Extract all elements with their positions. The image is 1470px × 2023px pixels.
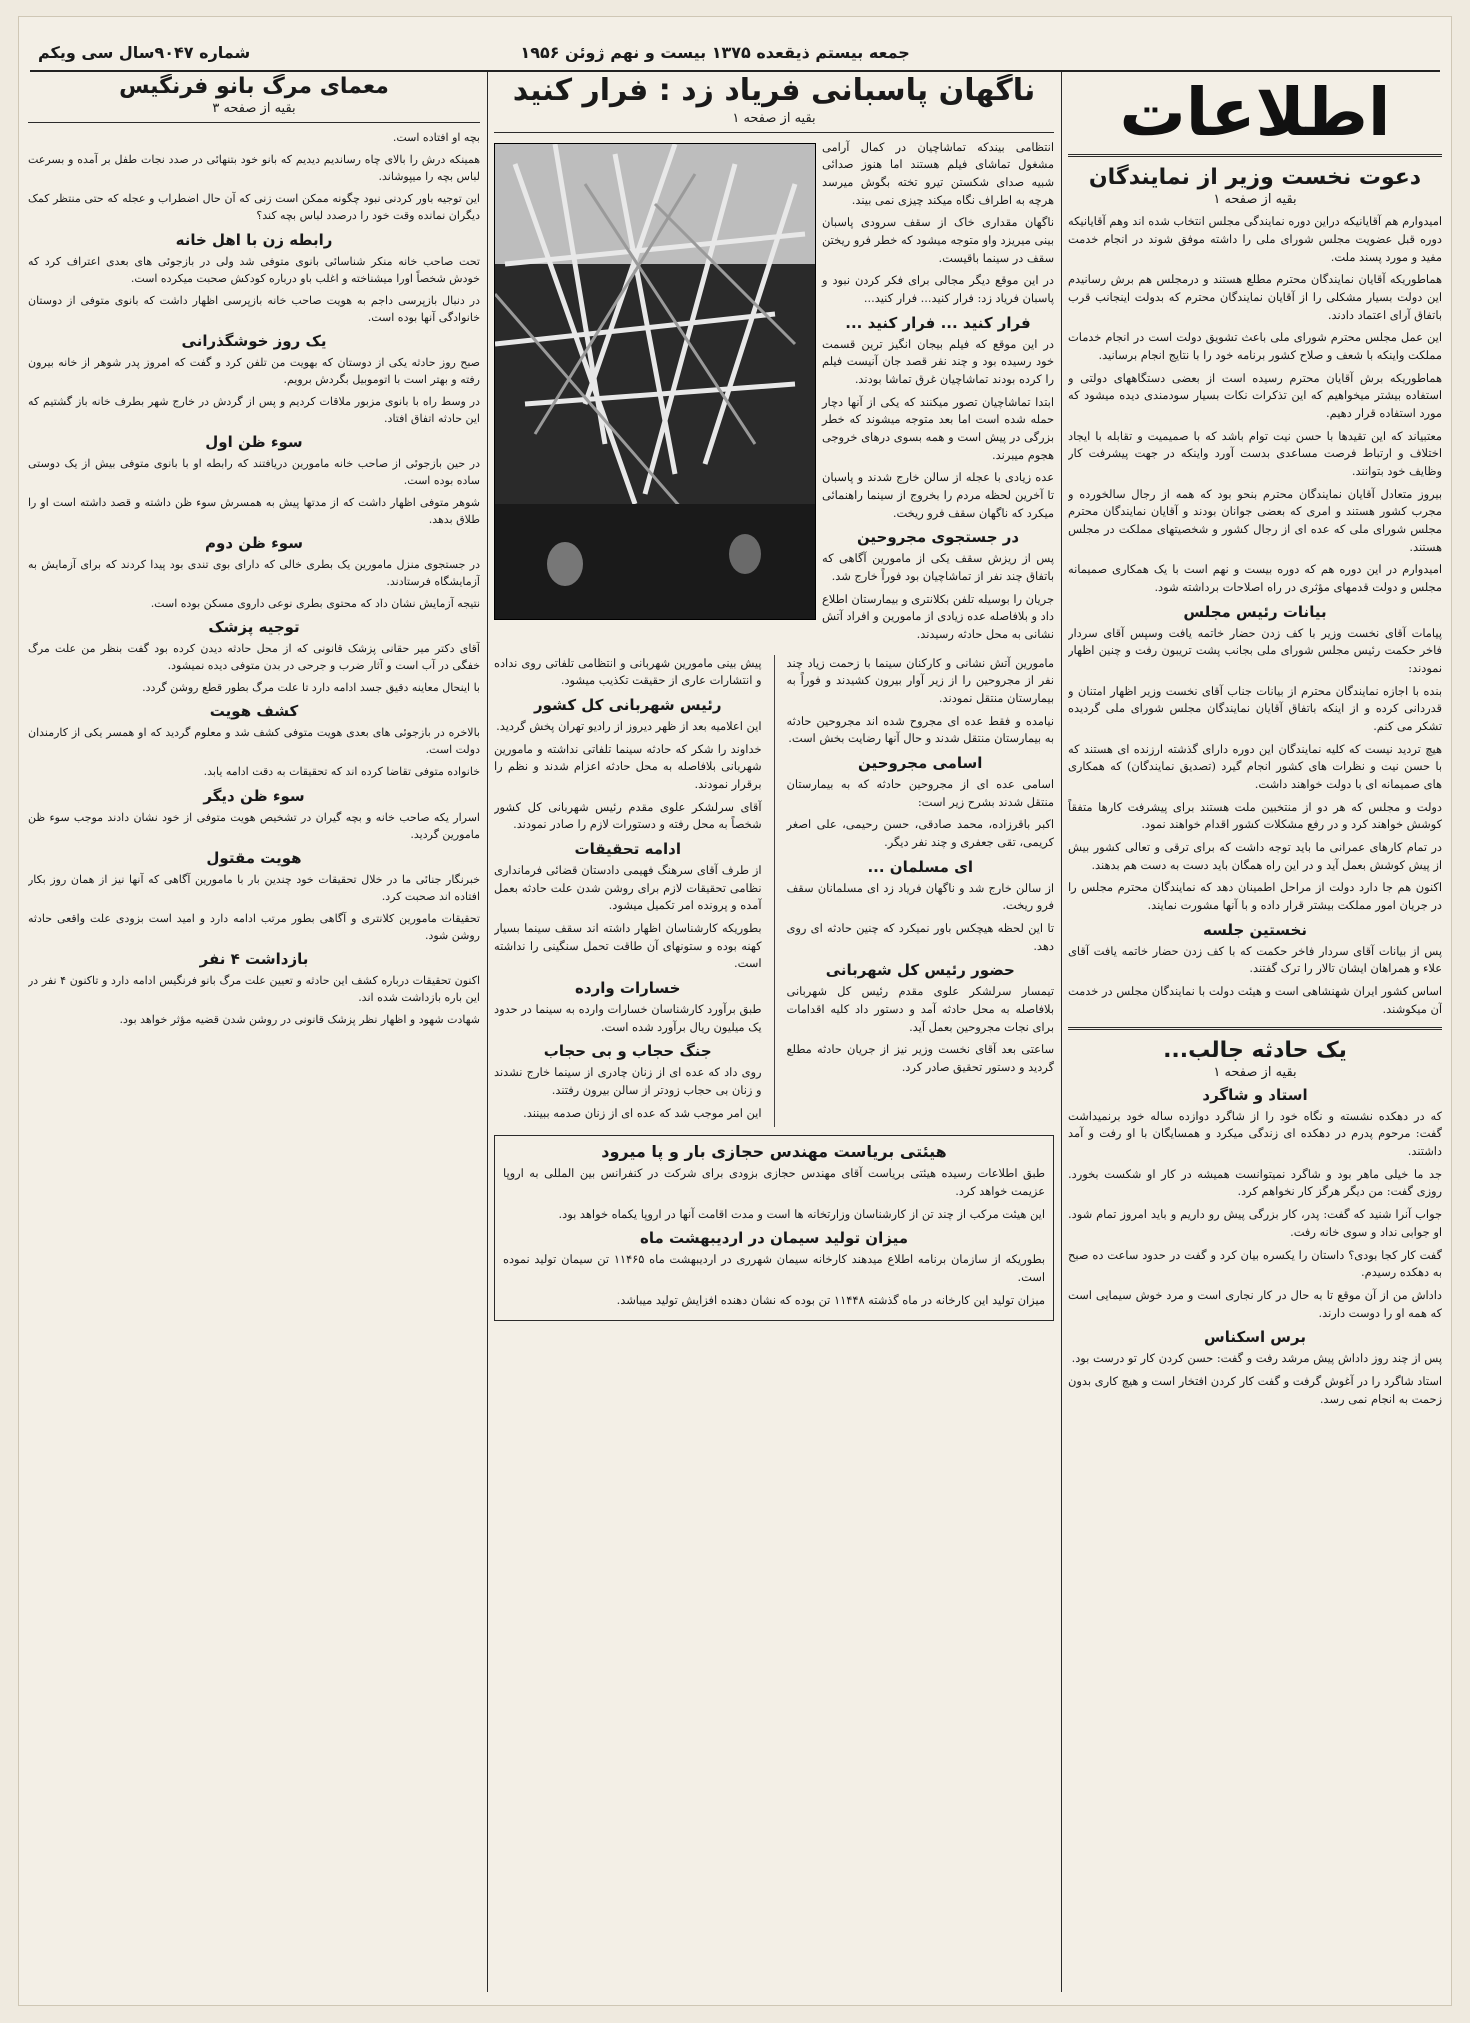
paragraph: پیش بینی مامورین شهربانی و انتظامی تلفاتی روی نداده و انتشارات عاری از حقیقت تکذیب میشود. <box>494 655 762 688</box>
continued-note: بقیه از صفحه ۱ <box>1213 192 1297 208</box>
paragraph: این عمل مجلس محترم شورای ملی باعث تشویق دولت است در انجام خدمات مملکت واینکه با شعف و صلاح کشور برنامه خود را با نتایج انجام برسانید. <box>1068 330 1442 362</box>
paragraph: تیمسار سرلشکر علوی مقدم رئیس کل شهربانی بلافاصله به محل حادثه آمد و دستور داد کلیه اقدامات برای نجات مجروحین بعمل آید. <box>786 984 1054 1034</box>
paragraph: تحقیقات مامورین کلانتری و آگاهی بطور مرتب ادامه دارد و امید است بزودی علت واقعی حادثه روشن شود. <box>28 911 480 942</box>
paragraph: در این موقع که فیلم بیجان انگیز ترین قسمت خود رسیده بود و چند نفر قصد جان آنیست فیلم را کرده بودند تماشاچیان غرق تماشا بودند. <box>822 336 1054 386</box>
paragraph: اسامی عده ای از مجروحین حادثه که به بیمارستان منتقل شدند بشرح زیر است: <box>786 776 1054 809</box>
subheading: نخستین جلسه <box>1203 920 1307 939</box>
paragraph: همینکه درش را بالای چاه رساندیم دیدیم که بانو خود بتنهائی در صدد نجات طفل بر آمده و بسرعت لباس بچه را میپوشاند. <box>28 153 480 184</box>
paragraph: انتظامی بیندکه تماشاچیان در کمال آرامی مشغول تماشای فیلم هستند اما هنوز صدائی شبیه صدای شکستن تیرو تخته بگوش میرسد هرچه به اطراف نگاه میکند چیزی نمی بیند. <box>822 139 1054 207</box>
continued-note: بقیه از صفحه ۳ <box>212 101 296 117</box>
sub-column-right <box>787 655 1055 1128</box>
paragraph: گفت کار کجا بودی؟ داستان را یکسره بیان کرد و گفت در حدود ساعت ده صبح به دهکده رسیدم. <box>1068 1247 1442 1280</box>
paragraph: تا این لحظه هیچکس باور نمیکرد که چنین حادثه ای روی دهد. <box>786 921 1054 953</box>
paragraph: اکبر باقرزاده، محمد صادقی، حسن رحیمی، علی اصغر کریمی، تقی جعفری و چند نفر دیگر. <box>786 817 1054 849</box>
subheading: میزان تولید سیمان در اردیبهشت ماه <box>639 1229 908 1248</box>
subheading: هویت مقتول <box>206 848 302 867</box>
paragraph: پس از چند روز داداش پیش مرشد رفت و گفت: حسن کردن کار تو درست بود. <box>1071 1351 1442 1366</box>
paragraph: بالاخره در بازجوئی های بعدی هویت متوفی کشف شد و معلوم گردید که او همسر یکی از کارمندان دولت است. <box>28 726 480 757</box>
paragraph: پس از بیانات آقای سردار فاخر حکمت که با کف زدن حضار خاتمه یافت آقای علاء و همراهان ایشان تالار را ترک گفتند. <box>1068 943 1442 976</box>
paragraph: در جستجوی منزل مامورین یک بطری خالی که دارای بوی تندی بود پیدا کردند که برای آزمایش به آزمایشگاه فرستادند. <box>28 558 480 589</box>
paragraph: بچه او افتاده است. <box>392 131 480 145</box>
photo-section <box>494 139 1054 649</box>
collapsed-roof-photo <box>494 143 816 620</box>
paragraph: اساس کشور ایران شهنشاهی است و هیئت دولت با نمایندگان مجلس در خدمت آن میکوشند. <box>1068 984 1442 1016</box>
article-headline: معمای مرگ بانو فرنگیس <box>119 74 389 99</box>
paragraph: امیدوارم در این دوره هم که دوره بیست و نهم است با یک همکاری صمیمانه مجلس و دولت قدمهای مؤثری در راه اصلاحات برداشته شود. <box>1068 562 1442 595</box>
paragraph: این توجیه باور کردنی نبود چگونه ممکن است زنی که آن حال اضطراب و عجله که حتی منتظر کمک دیگران نمانده وقت خود را درصدد لباس بچه کند؟ <box>28 192 480 223</box>
paragraph: آقای سرلشکر علوی مقدم رئیس شهربانی کل کشور شخصاً به محل رفته و دستورات لازم را صادر نمودند. <box>494 799 762 832</box>
paragraph: آقای دکتر میر حقانی پزشک قانونی که از محل حادثه دیدن کرده بود گفت بنظر من علت مرگ خفگی در آب است و آثار ضرب و جرحی در بدن متوفی دیده نمیشود. <box>28 642 480 673</box>
paragraph: این اعلامیه بعد از ظهر دیروز از رادیو تهران پخش گردید. <box>496 718 762 733</box>
subheading: فرار کنید ... فرار کنید ... <box>845 313 1031 332</box>
paragraph: اکنون تحقیقات درباره کشف این حادثه و تعیین علت مرگ بانو فرنگیس ادامه دارد و تاکنون ۴ نفر در این باره بازداشت شده اند. <box>28 973 480 1004</box>
issue-number: شماره ۹۰۴۷سال سی ویکم <box>38 42 251 62</box>
lower-columns <box>494 655 1054 1128</box>
subheading: استاد و شاگرد <box>1202 1085 1308 1104</box>
paragraph: جریان را بوسیله تلفن بکلانتری و بیمارستان اطلاع داد و بلافاصله عده زیادی از مامورین و افراد آتش نشانی به محل حادثه رسیدند. <box>821 591 1054 641</box>
paragraph: بنده با اجازه نمایندگان محترم از بیانات جناب آقای نخست وزیر اظهار امتنان و قدردانی کرده و از اینکه باتفاق آقایان نمایندگان مجلس شورای ملی گردیده تشکر می کنم. <box>1068 683 1442 734</box>
paragraph: استاد شاگرد را در آغوش گرفت و گفت کار کردن افتخار است و هیچ کاری بدون زحمت به انجام نمی رسد. <box>1068 1373 1442 1406</box>
subheading: سوء ظن دوم <box>205 534 303 553</box>
paragraph: در این موقع دیگر مجالی برای فکر کردن نبود و پاسبان فریاد زد: فرار کنید... فرار کنید... <box>822 273 1054 305</box>
sub-column-left <box>494 655 762 1128</box>
column-rule <box>1061 72 1062 1992</box>
paragraph: پس از ریزش سقف یکی از مامورین آگاهی که باتفاق چند نفر از تماشاچیان بود فوراً خارج شد. <box>822 551 1054 583</box>
paragraph: خبرنگار جنائی ما در خلال تحقیقات خود چندین بار با مامورین آگاهی که آنها نیز از همان روز بکار افتاده اند صحبت کرد. <box>28 872 480 903</box>
paragraph: اسرار یکه صاحب خانه و بچه گیران در تشخیص هویت متوفی از خود نشان دادند موجب سوء ظن مامورین گردید. <box>28 810 480 841</box>
subheading: بیانات رئیس مجلس <box>1183 602 1327 621</box>
paragraph: مامورین آتش نشانی و کارکنان سینما با زحمت زیاد چند نفر از مجروحین را از زیر آوار بیرون کشیدند و فوراً به بیمارستان منتقل نمودند. <box>786 655 1054 705</box>
subheading: رابطه زن با اهل خانه <box>175 230 333 249</box>
box-headline: یک حادثه جالب... <box>1163 1037 1347 1063</box>
box-headline: هیئتی بریاست مهندس حجازی بار و پا میرود <box>601 1142 947 1162</box>
news-box <box>494 1135 1054 1321</box>
paragraph: داداش من از آن موقع تا به حال در کار نجاری است و مرد خوش سیمایی است که همه او را دوست دارند. <box>1068 1287 1442 1320</box>
subheading: برس اسکناس <box>1204 1328 1306 1347</box>
paragraph: بطوریکه از سازمان برنامه اطلاع میدهند کارخانه سیمان شهرری در اردیبهشت ماه ۱۱۴۶۵ تن سیمان تولید نموده است. <box>503 1252 1045 1285</box>
paragraph: در دنبال بازپرسی داجم به هویت صاحب خانه بازپرسی اظهار داشت که بانوی متوفی از دوستان خانوادگی آنها بوده است. <box>28 293 480 324</box>
header-strip <box>30 34 1440 72</box>
column-rule <box>487 72 488 1992</box>
paragraph: میزان تولید این کارخانه در ماه گذشته ۱۱۴۴۸ تن بوده که نشان دهنده افزایش تولید میباشد. <box>616 1292 1045 1307</box>
paragraph: از سالن خارج شد و ناگهان فریاد زد ای مسلمانان سقف فرو ریخت. <box>786 880 1054 913</box>
column-middle <box>494 74 1054 1990</box>
subheading: رئیس شهربانی کل کشور <box>534 695 722 714</box>
paragraph: هیچ تردید نیست که کلیه نمایندگان این دوره دارای گذشته ارزنده ای هستند که با حسن نیت و نظرات های کشور انجام گیرد (تصدیق نمایندگان) که همکاری های صمیمانه ای با دولت خواهند داشت. <box>1068 741 1442 792</box>
masthead: اطلاعات <box>1119 74 1391 151</box>
paragraph: روی داد که عده ای از زنان چادری از سینما خارج نشدند و زنان بی حجاب زودتر از سالن بیرون رفتند. <box>494 1065 762 1098</box>
newspaper-page <box>18 16 1452 2006</box>
paragraph: خداوند را شکر که حادثه سینما تلفاتی نداشته و مامورین شهربانی بلافاصله به محل حادثه اعزام شدند و نظم را برقرار نمودند. <box>494 741 762 791</box>
divider <box>494 132 1054 133</box>
paragraph: از طرف آقای سرهنگ فهیمی دادستان قضائی فرمانداری نظامی تحقیقات لازم برای روشن شدن علت حادثه بعمل آمده و پرونده امر تکمیل میشود. <box>494 863 762 913</box>
article-headline: دعوت نخست وزیر از نمایندگان <box>1088 165 1422 190</box>
paragraph: که در دهکده نشسته و نگاه خود را از شاگرد دوازده ساله خود برنمیداشت گفت: مرحوم پدرم در دهکده ای زندگی میکرد و همسایگان با او رفت و آمد داشتند. <box>1068 1108 1442 1159</box>
paragraph: جد ما خیلی ماهر بود و شاگرد نمیتوانست همیشه در کار او شکست بخورد. روزی گفت: من دیگر هرگز کار نخواهم کرد. <box>1068 1166 1442 1199</box>
subheading: خسارات وارده <box>575 979 681 998</box>
paragraph: در وسط راه با بانوی مزبور ملاقات کردیم و پس از گردش در خارج شهر بطرف خانه باز گشتیم که این حادثه اتفاق افتاد. <box>28 394 480 425</box>
column-rule <box>774 655 775 1128</box>
paragraph: ابتدا تماشاچیان تصور میکنند که یکی از آنها دچار حمله شده است اما بعد متوجه میشوند که خطر بزرگی در پیش است و همه بسوی درهای خروجی هجوم میبرند. <box>822 394 1054 462</box>
continued-note: بقیه از صفحه ۱ <box>732 110 816 126</box>
paragraph: خانواده متوفی تقاضا کرده اند که تحقیقات به دقت ادامه یابد. <box>203 765 480 779</box>
subheading: بازداشت ۴ نفر <box>199 949 309 968</box>
paragraph: تحت صاحب خانه منکر شناسائی بانوی متوفی شد ولی در بازجوئی های بعدی اعتراف کرد که خودش شخصاً اورا میشناخته و اغلب باو درباره کودکش صحبت میکرده است. <box>28 254 480 285</box>
subheading: کشف هویت <box>209 702 299 721</box>
divider <box>1068 154 1442 157</box>
subheading: حضور رئیس کل شهربانی <box>825 961 1015 980</box>
article-headline: ناگهان پاسبانی فریاد زد : فرار کنید <box>512 74 1036 108</box>
subheading: سوء ظن اول <box>205 432 303 451</box>
paragraph: هماطوریکه آقایان نمایندگان محترم مطلع هستند و درمجلس هم برش رسانیدم این دولت بسیار مشکلی را از آقایان نمایندگان محترم که بدولت اینجانب قرب باتفاق آرای اعتماد دادند. <box>1068 272 1442 322</box>
subheading: توجیه پزشک <box>208 618 300 637</box>
paragraph: بیروز متعادل آقایان نمایندگان محترم بنحو بود که همه از رجال سالخورده و مجرب کشور هستند و امری که بعضی جوانان بودند و آقایان نمایندگان محترم مجلس شورای ملی که عده ای از رجال کشور و شخصیتهای مملکت در مجلس هستند. <box>1068 486 1442 554</box>
column-left <box>28 74 480 1990</box>
paragraph: پیامات آقای نخست وزیر با کف زدن حضار خاتمه یافت وسپس آقای سردار فاخر حکمت رئیس مجلس شورای ملی بجانب پشت تریبون رفت و چنین اظهار نمودند: <box>1068 625 1442 676</box>
divider <box>28 122 480 123</box>
subheading: جنگ حجاب و بی حجاب <box>543 1042 712 1061</box>
subheading: سوء ظن دیگر <box>203 786 305 805</box>
paragraph: این امر موجب شد که عده ای از زنان صدمه ببینند. <box>523 1105 762 1120</box>
subheading: در جستجوی مجروحین <box>856 528 1020 547</box>
paragraph: در حین بازجوئی از صاحب خانه مامورین دریافتند که رابطه او با بانوی متوفی بیش از یک دوستی ساده بوده است. <box>28 456 480 487</box>
subheading: یک روز خوشگذرانی <box>181 331 327 350</box>
subheading: ادامه تحقیقات <box>574 840 681 858</box>
article-body <box>1068 213 1442 596</box>
subheading: ای مسلمان ... <box>867 857 974 876</box>
paragraph: جواب آنرا شنید که گفت: پدر، کار بزرگی پیش رو داریم و باید امروز تمام شود. او جوابی نداد و سوی خانه رفت. <box>1068 1207 1442 1239</box>
paragraph: امیدوارم هم آقایانیکه دراین دوره نمایندگی مجلس انتخاب شده اند وهم آقایانیکه دوره قبل عضویت مجلس شورای ملی را داشته موفق شوند در انجام خدمت مفید و مورد پسند ملت. <box>1068 214 1442 264</box>
paragraph: نیامده و فقط عده ای مجروح شده اند مجروحین حادثه به بیمارستان منتقل شدند و حال آنها رضایت بخش است. <box>786 713 1054 746</box>
paragraph: با اینحال معاینه دقیق جسد ادامه دارد تا علت مرگ بطور قطع روشن گردد. <box>142 681 480 695</box>
issue-date: جمعه بیستم ذیقعده ۱۳۷۵ بیست و نهم ژوئن ۱۹۵۶ <box>520 42 910 62</box>
continued-note: بقیه از صفحه ۱ <box>1213 1064 1297 1080</box>
paragraph: طبق اطلاعات رسیده هیئتی بریاست آقای مهندس حجازی بزودی برای شرکت در کنفرانس بین المللی به اروپا عزیمت خواهد کرد. <box>503 1166 1045 1199</box>
paragraph: ناگهان مقداری خاک از سقف سرودی پاسبان بینی میریزد واو متوجه میشود که خطر فرو ریختن سقف در سینما باقیست. <box>822 215 1054 265</box>
paragraph: در تمام کارهای عمرانی ما باید توجه داشت که برای ترقی و تعالی کشور بیش از پیش کوشش بعمل آید و در این راه همگان باید دست به دست هم بدهند. <box>1068 840 1442 872</box>
subheading: اسامی مجروحین <box>858 753 983 772</box>
column-right <box>1068 74 1442 1990</box>
paragraph: بطوریکه کارشناسان اظهار داشته اند سقف سینما بسیار کهنه بوده و ستونهای آن طاقت تحمل سنگینی را نداشته است. <box>494 921 762 971</box>
paragraph: نتیجه آزمایش نشان داد که محتوی بطری نوعی داروی مسکن بوده است. <box>150 597 480 611</box>
paragraph: دولت و مجلس که هر دو از منتخبین ملت هستند برای پیشرفت کارها متفقاً کوشش خواهند کرد و در رفع مشکلات کشور اقدام خواهند نمود. <box>1068 799 1442 832</box>
paragraph: عده زیادی با عجله از سالن خارج شدند و پاسبان تا آخرین لحظه مردم را بخروج از سینما راهنمائی میکرد که ناگهان سقف فرو ریخت. <box>822 470 1054 520</box>
paragraph: معتبیاند که این تقیدها با حسن نیت توام باشد که با صمیمیت و تقابله با ایجاد اختلاف و ارتباط فرصت مساعدی بدست آورد واینکه در جهت پیشرفت کار وظایف خود بتوانند. <box>1068 428 1442 479</box>
paragraph: ساعتی بعد آقای نخست وزیر نیز از جریان حادثه مطلع گردید و دستور تحقیق صادر کرد. <box>786 1042 1054 1075</box>
paragraph: شوهر متوفی اظهار داشت که از مدتها پیش به همسرش سوء ظن داشته و قصد داشته است او را طلاق بدهد. <box>28 496 480 527</box>
paragraph: طبق برآورد کارشناسان خسارات وارده به سینما در حدود یک میلیون ریال برآورد شده است. <box>494 1002 762 1034</box>
paragraph: صبح روز حادثه یکی از دوستان که بهویت من تلفن کرد و گفت که امروز پدر شوهر از خانه بیرون رفته و بهتر است با اتوموبیل بگردش برویم. <box>28 355 480 386</box>
divider <box>1068 1027 1442 1030</box>
paragraph: هماطوریکه برش آقایان محترم رسیده است از بعضی دستگاههای دولتی و استفاده بیشتر میخواهیم که این تذکرات نکات بسیار سودمندی دیده میشود که مورد استفاده قرار دهیم. <box>1068 370 1442 421</box>
paragraph: این هیئت مرکب از چند تن از کارشناسان وزارتخانه ها است و مدت اقامت آنها در اروپا یکماه خواهد بود. <box>558 1206 1045 1221</box>
paragraph: شهادت شهود و اظهار نظر پزشک قانونی در روشن شدن قضیه مؤثر خواهد بود. <box>119 1012 480 1026</box>
paragraph: اکنون هم جا دارد دولت از مراحل اطمینان دهد که نمایندگان محترم مجلس را در جریان امور مملکت بیشتر قرار داده و با آنها مشورت نمایند. <box>1068 880 1442 913</box>
